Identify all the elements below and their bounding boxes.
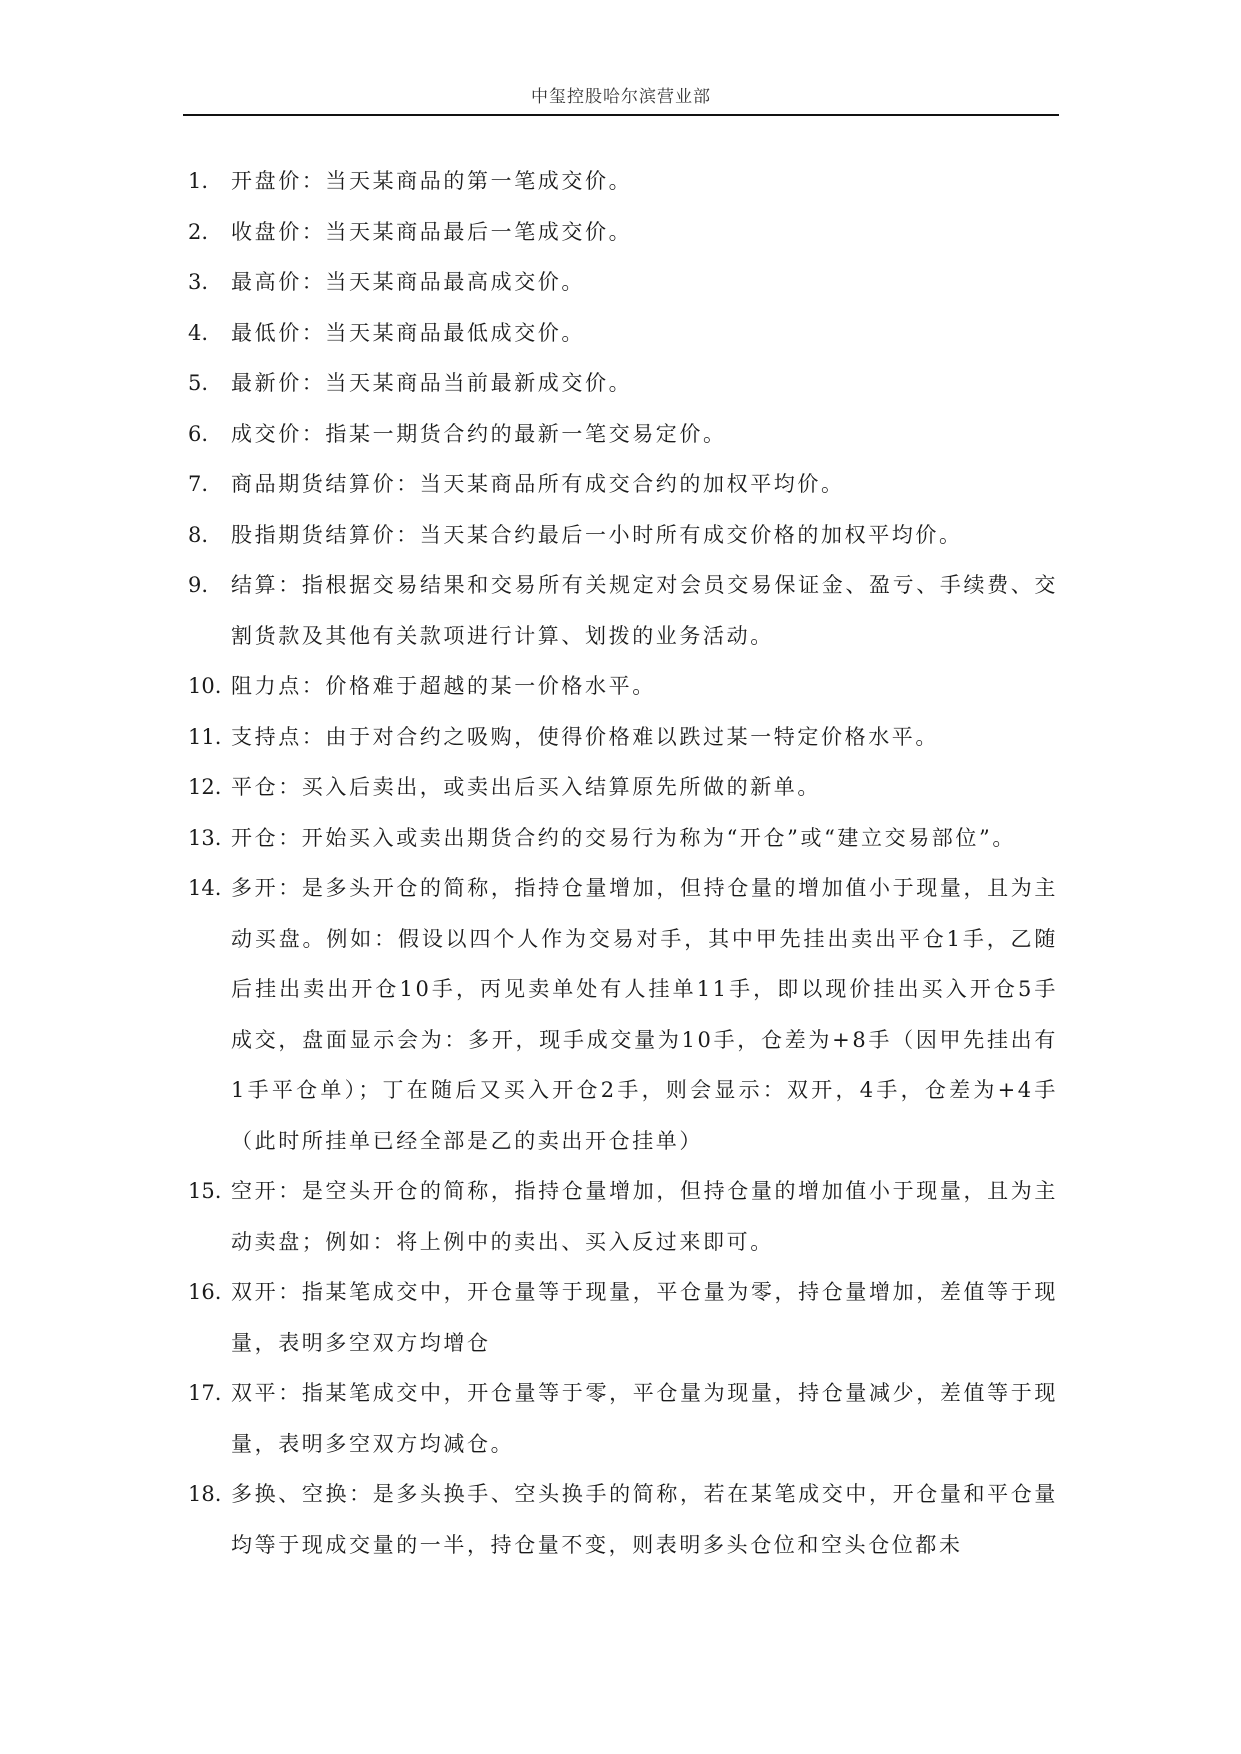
item-text: 结算：指根据交易结果和交易所有关规定对会员交易保证金、盈亏、手续费、交割货款及其他有关款项进行计算、划拨的业务活动。 <box>231 573 1058 648</box>
item-text: 最高价：当天某商品最高成交价。 <box>231 270 585 294</box>
item-number: 1. <box>188 169 209 193</box>
page-header: 中玺控股哈尔滨营业部 <box>531 87 711 107</box>
item-text: 支持点：由于对合约之吸购，使得价格难以跌过某一特定价格水平。 <box>231 724 939 749</box>
list-item <box>188 560 1058 661</box>
list-item <box>188 308 1058 359</box>
item-number: 11. <box>188 724 222 749</box>
item-text: 商品期货结算价：当天某商品所有成交合约的加权平均价。 <box>231 472 845 496</box>
list-item <box>188 1166 1058 1267</box>
item-text: 多换、空换：是多头换手、空头换手的简称，若在某笔成交中，开仓量和平仓量均等于现成交量的一半，持仓量不变，则表明多头仓位和空头仓位都未 <box>231 1482 1058 1557</box>
list-item <box>188 813 1058 864</box>
list-item <box>188 712 1058 763</box>
item-text: 最低价：当天某商品最低成交价。 <box>231 320 585 345</box>
list-item <box>188 207 1058 258</box>
list-item <box>188 358 1058 409</box>
item-text: 开盘价：当天某商品的第一笔成交价。 <box>231 169 633 193</box>
item-number: 18. <box>188 1482 222 1506</box>
list-item <box>188 762 1058 813</box>
list-item <box>188 459 1058 510</box>
item-text: 多开：是多头开仓的简称，指持仓量增加，但持仓量的增加值小于现量，且为主动买盘。例如：假设以四个人作为交易对手，其中甲先挂出卖出平仓1手，乙随后挂出卖出开仓10手，丙见卖单处有人挂单11手，即以现价挂出买入开仓5手成交，盘面显示会为：多开，现手成交量为10手，仓差为+8手（因甲先挂出有1手平仓单）；丁在随后又买入开仓2手，则会显示：双开，4手，仓差为+4手（此时所挂单已经全部是乙的卖出开仓挂单） <box>231 876 1058 1153</box>
list-item <box>188 409 1058 460</box>
item-number: 3. <box>188 270 209 294</box>
list-item <box>188 156 1058 207</box>
item-text: 股指期货结算价：当天某合约最后一小时所有成交价格的加权平均价。 <box>231 522 963 547</box>
item-number: 5. <box>188 371 209 395</box>
item-number: 4. <box>188 320 209 345</box>
item-number: 9. <box>188 573 209 597</box>
header-divider <box>183 114 1059 116</box>
item-number: 14. <box>188 876 222 900</box>
item-number: 10. <box>188 674 222 698</box>
definition-list <box>188 156 1058 1570</box>
item-number: 2. <box>188 219 209 244</box>
item-number: 12. <box>188 775 222 799</box>
item-number: 7. <box>188 472 209 496</box>
list-item <box>188 1469 1058 1570</box>
item-number: 15. <box>188 1179 222 1203</box>
item-text: 开仓：开始买入或卖出期货合约的交易行为称为“开仓”或“建立交易部位”。 <box>231 825 1016 850</box>
list-item <box>188 257 1058 308</box>
list-item <box>188 1368 1058 1469</box>
item-number: 16. <box>188 1280 222 1304</box>
item-text: 双开：指某笔成交中，开仓量等于现量，平仓量为零，持仓量增加，差值等于现量，表明多空双方均增仓 <box>231 1280 1058 1355</box>
item-text: 平仓：买入后卖出，或卖出后买入结算原先所做的新单。 <box>231 775 821 799</box>
item-text: 收盘价：当天某商品最后一笔成交价。 <box>231 219 633 244</box>
list-item <box>188 1267 1058 1368</box>
item-number: 17. <box>188 1381 222 1405</box>
item-number: 8. <box>188 522 209 547</box>
item-text: 成交价：指某一期货合约的最新一笔交易定价。 <box>231 421 727 446</box>
item-text: 最新价：当天某商品当前最新成交价。 <box>231 371 633 395</box>
list-item <box>188 661 1058 712</box>
item-number: 13. <box>188 825 222 850</box>
item-number: 6. <box>188 421 209 446</box>
item-text: 空开：是空头开仓的简称，指持仓量增加，但持仓量的增加值小于现量，且为主动卖盘；例如：将上例中的卖出、买入反过来即可。 <box>231 1179 1058 1254</box>
item-text: 双平：指某笔成交中，开仓量等于零，平仓量为现量，持仓量减少，差值等于现量，表明多空双方均减仓。 <box>231 1381 1058 1456</box>
list-item <box>188 510 1058 561</box>
list-item <box>188 863 1058 1166</box>
item-text: 阻力点：价格难于超越的某一价格水平。 <box>231 674 656 698</box>
